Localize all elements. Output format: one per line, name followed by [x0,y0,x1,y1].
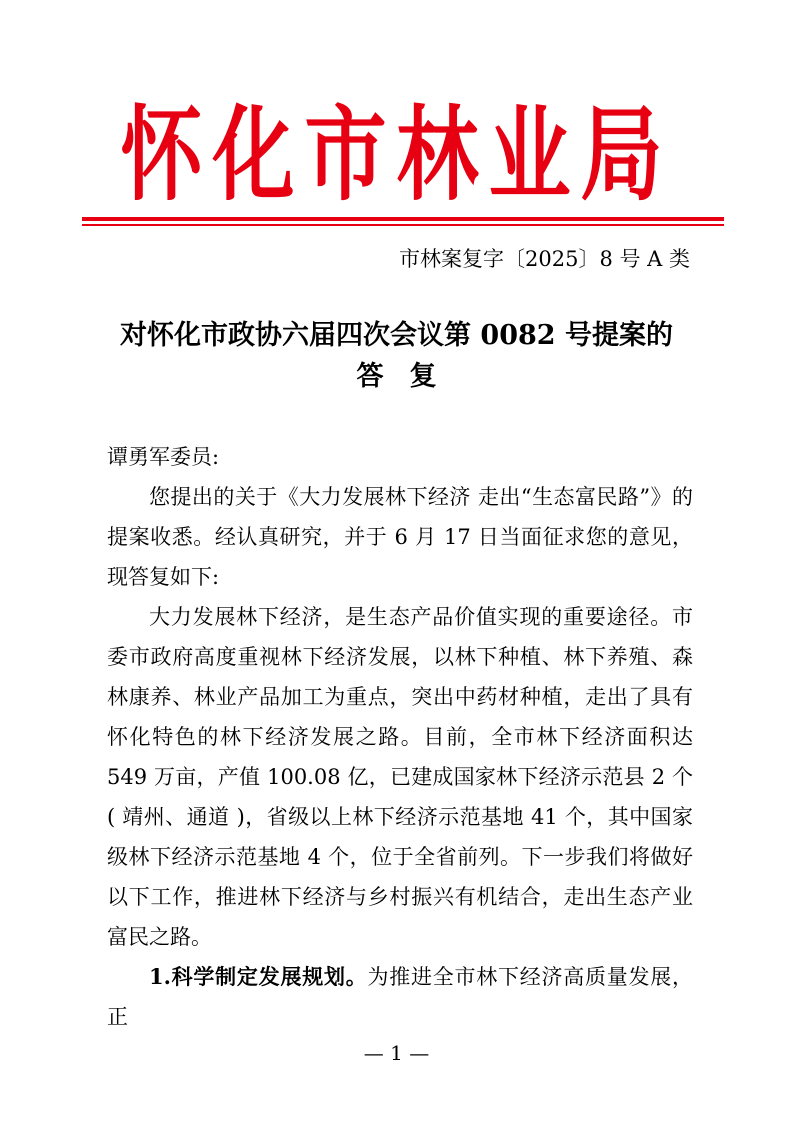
paragraph-2: 大力发展林下经济，是生态产品价值实现的重要途径。市委市政府高度重视林下经济发展，以林下种植、林下养殖、森林康养、林业产品加工为重点，突出中药材种植，走出了具有怀化特色的林下经济发展之路。目前，全市林下经济面积达 549 万亩，产值 100.08 亿，已建成国家林下经济示范县 2 个 ( 靖州、通道 )，省级以上林下经济示范基地 41 个，其中国家级林下经济示范基地 4 个，位于全省前列。下一步我们将做好以下工作，推进林下经济与乡村振兴有机结合，走出生态产业富民之路。 [107,605,693,949]
page-number: — 1 — [363,1041,430,1065]
masthead-org-name: 怀化市林业局 [120,95,673,215]
paragraph-3-heading: 1.科学制定发展规划。 [149,964,368,989]
document-title-line2: 答复 [356,361,463,392]
red-rule-thin [82,224,724,226]
paragraph-1: 您提出的关于《大力发展林下经济 走出“生态富民路”》的提案收悉。经认真研究，并于 6 月 17 日当面征求您的意见，现答复如下: [107,485,693,589]
document-number: 市林案复字〔2025〕8 号 A 类 [399,247,690,271]
document-title-line1: 对怀化市政协六届四次会议第 0082 号提案的 [120,320,673,351]
salutation: 谭勇军委员: [107,445,220,469]
paragraph-3-text: 为推进全市林下经济高质量发展，正 [107,965,693,1029]
document-body [107,437,693,1037]
paragraph-3 [107,957,693,1037]
red-rule-thick [82,217,724,221]
